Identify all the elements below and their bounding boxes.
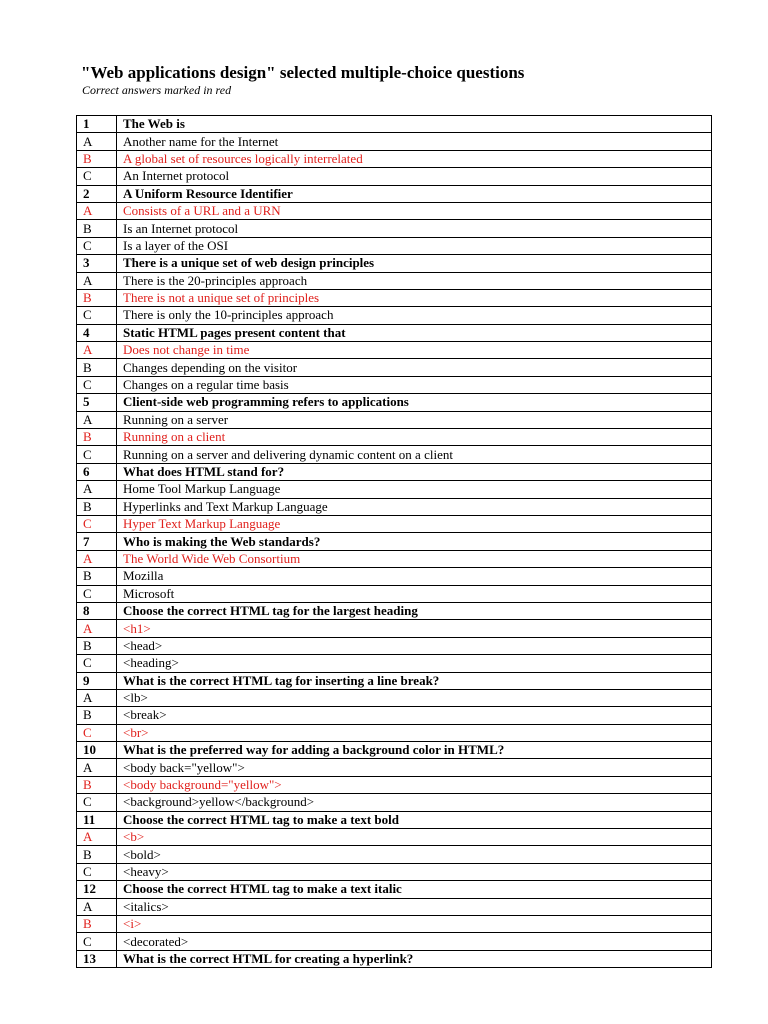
answer-row — [77, 933, 712, 950]
answer-letter: A — [77, 829, 117, 846]
answer-letter: A — [77, 550, 117, 567]
answer-row — [77, 220, 712, 237]
answer-row — [77, 237, 712, 254]
answer-row — [77, 481, 712, 498]
answer-letter: B — [77, 359, 117, 376]
answer-text: Changes on a regular time basis — [117, 376, 712, 393]
answer-letter: B — [77, 846, 117, 863]
correct-answer-row — [77, 620, 712, 637]
answer-row — [77, 168, 712, 185]
correct-answer-row — [77, 429, 712, 446]
answer-letter: B — [77, 220, 117, 237]
question-text: Static HTML pages present content that — [117, 324, 712, 341]
question-row — [77, 116, 712, 133]
answer-text: There is only the 10-principles approach — [117, 307, 712, 324]
question-number: 4 — [77, 324, 117, 341]
question-row — [77, 811, 712, 828]
answer-text: There is the 20-principles approach — [117, 272, 712, 289]
answer-letter: B — [77, 289, 117, 306]
question-row — [77, 950, 712, 967]
question-text: What does HTML stand for? — [117, 463, 712, 480]
answer-row — [77, 359, 712, 376]
question-row — [77, 324, 712, 341]
answer-row — [77, 898, 712, 915]
answer-letter: C — [77, 655, 117, 672]
question-text: Choose the correct HTML tag to make a text bold — [117, 811, 712, 828]
answer-text: <heavy> — [117, 863, 712, 880]
answer-text: Another name for the Internet — [117, 133, 712, 150]
answer-letter: B — [77, 150, 117, 167]
question-text: What is the preferred way for adding a background color in HTML? — [117, 742, 712, 759]
answer-row — [77, 272, 712, 289]
question-row — [77, 255, 712, 272]
correct-answer-row — [77, 550, 712, 567]
correct-answer-row — [77, 150, 712, 167]
answer-row — [77, 446, 712, 463]
answer-letter: A — [77, 898, 117, 915]
questions-table-body — [77, 116, 712, 968]
correct-answer-row — [77, 829, 712, 846]
answer-letter: C — [77, 376, 117, 393]
question-number: 1 — [77, 116, 117, 133]
question-text: Choose the correct HTML tag for the largest heading — [117, 602, 712, 619]
question-text: A Uniform Resource Identifier — [117, 185, 712, 202]
questions-table — [76, 115, 712, 968]
answer-row — [77, 689, 712, 706]
correct-answer-row — [77, 776, 712, 793]
question-number: 3 — [77, 255, 117, 272]
question-text: The Web is — [117, 116, 712, 133]
answer-letter: A — [77, 133, 117, 150]
question-row — [77, 672, 712, 689]
answer-text: The World Wide Web Consortium — [117, 550, 712, 567]
answer-text: Changes depending on the visitor — [117, 359, 712, 376]
question-row — [77, 533, 712, 550]
answer-row — [77, 376, 712, 393]
question-number: 9 — [77, 672, 117, 689]
answer-text: <decorated> — [117, 933, 712, 950]
question-text: What is the correct HTML tag for inserting a line break? — [117, 672, 712, 689]
answer-text: Does not change in time — [117, 342, 712, 359]
answer-text: Home Tool Markup Language — [117, 481, 712, 498]
answer-row — [77, 411, 712, 428]
answer-letter: B — [77, 637, 117, 654]
question-row — [77, 742, 712, 759]
answer-row — [77, 307, 712, 324]
answer-text: Consists of a URL and a URN — [117, 202, 712, 219]
answer-letter: A — [77, 202, 117, 219]
answer-letter: A — [77, 411, 117, 428]
answer-row — [77, 498, 712, 515]
correct-answer-row — [77, 202, 712, 219]
answer-row — [77, 794, 712, 811]
answer-row — [77, 863, 712, 880]
answer-text: Mozilla — [117, 568, 712, 585]
question-number: 6 — [77, 463, 117, 480]
answer-text: Hyper Text Markup Language — [117, 515, 712, 532]
question-text: Client-side web programming refers to applications — [117, 394, 712, 411]
answer-text: <i> — [117, 915, 712, 932]
question-number: 13 — [77, 950, 117, 967]
correct-answer-row — [77, 724, 712, 741]
answer-text: <heading> — [117, 655, 712, 672]
answer-letter: C — [77, 307, 117, 324]
correct-answer-row — [77, 289, 712, 306]
question-text: What is the correct HTML for creating a hyperlink? — [117, 950, 712, 967]
question-row — [77, 394, 712, 411]
question-number: 2 — [77, 185, 117, 202]
answer-text: Running on a server and delivering dynamic content on a client — [117, 446, 712, 463]
page-title: "Web applications design" selected multiple-choice questions — [81, 63, 525, 82]
answer-text: Is an Internet protocol — [117, 220, 712, 237]
question-number: 5 — [77, 394, 117, 411]
answer-row — [77, 759, 712, 776]
answer-row — [77, 846, 712, 863]
answer-text: Running on a client — [117, 429, 712, 446]
answer-row — [77, 568, 712, 585]
answer-letter: C — [77, 794, 117, 811]
answer-letter: C — [77, 168, 117, 185]
answer-letter: B — [77, 568, 117, 585]
answer-letter: C — [77, 446, 117, 463]
answer-text: <head> — [117, 637, 712, 654]
answer-letter: A — [77, 620, 117, 637]
answer-text: There is not a unique set of principles — [117, 289, 712, 306]
question-text: There is a unique set of web design principles — [117, 255, 712, 272]
page-subtitle: Correct answers marked in red — [82, 83, 232, 97]
answer-letter: B — [77, 776, 117, 793]
answer-text: <b> — [117, 829, 712, 846]
answer-letter: C — [77, 933, 117, 950]
question-number: 10 — [77, 742, 117, 759]
answer-text: <italics> — [117, 898, 712, 915]
question-row — [77, 463, 712, 480]
question-number: 7 — [77, 533, 117, 550]
answer-letter: A — [77, 481, 117, 498]
correct-answer-row — [77, 915, 712, 932]
answer-text: A global set of resources logically interrelated — [117, 150, 712, 167]
answer-letter: A — [77, 689, 117, 706]
answer-text: <bold> — [117, 846, 712, 863]
answer-text: <body background="yellow"> — [117, 776, 712, 793]
question-number: 11 — [77, 811, 117, 828]
question-row — [77, 881, 712, 898]
answer-text: <h1> — [117, 620, 712, 637]
answer-row — [77, 637, 712, 654]
answer-letter: B — [77, 429, 117, 446]
answer-letter: B — [77, 915, 117, 932]
question-row — [77, 602, 712, 619]
answer-letter: B — [77, 707, 117, 724]
answer-text: <lb> — [117, 689, 712, 706]
answer-text: <break> — [117, 707, 712, 724]
answer-row — [77, 585, 712, 602]
answer-letter: C — [77, 724, 117, 741]
question-number: 12 — [77, 881, 117, 898]
answer-letter: A — [77, 759, 117, 776]
answer-letter: C — [77, 863, 117, 880]
answer-row — [77, 655, 712, 672]
answer-text: <background>yellow</background> — [117, 794, 712, 811]
answer-letter: C — [77, 237, 117, 254]
answer-letter: B — [77, 498, 117, 515]
answer-text: <body back="yellow"> — [117, 759, 712, 776]
question-text: Who is making the Web standards? — [117, 533, 712, 550]
answer-text: Running on a server — [117, 411, 712, 428]
answer-text: An Internet protocol — [117, 168, 712, 185]
answer-letter: A — [77, 342, 117, 359]
question-text: Choose the correct HTML tag to make a text italic — [117, 881, 712, 898]
answer-text: <br> — [117, 724, 712, 741]
correct-answer-row — [77, 515, 712, 532]
answer-text: Hyperlinks and Text Markup Language — [117, 498, 712, 515]
answer-letter: A — [77, 272, 117, 289]
answer-text: Is a layer of the OSI — [117, 237, 712, 254]
question-number: 8 — [77, 602, 117, 619]
question-row — [77, 185, 712, 202]
answer-row — [77, 133, 712, 150]
answer-text: Microsoft — [117, 585, 712, 602]
answer-letter: C — [77, 585, 117, 602]
answer-row — [77, 707, 712, 724]
correct-answer-row — [77, 342, 712, 359]
answer-letter: C — [77, 515, 117, 532]
